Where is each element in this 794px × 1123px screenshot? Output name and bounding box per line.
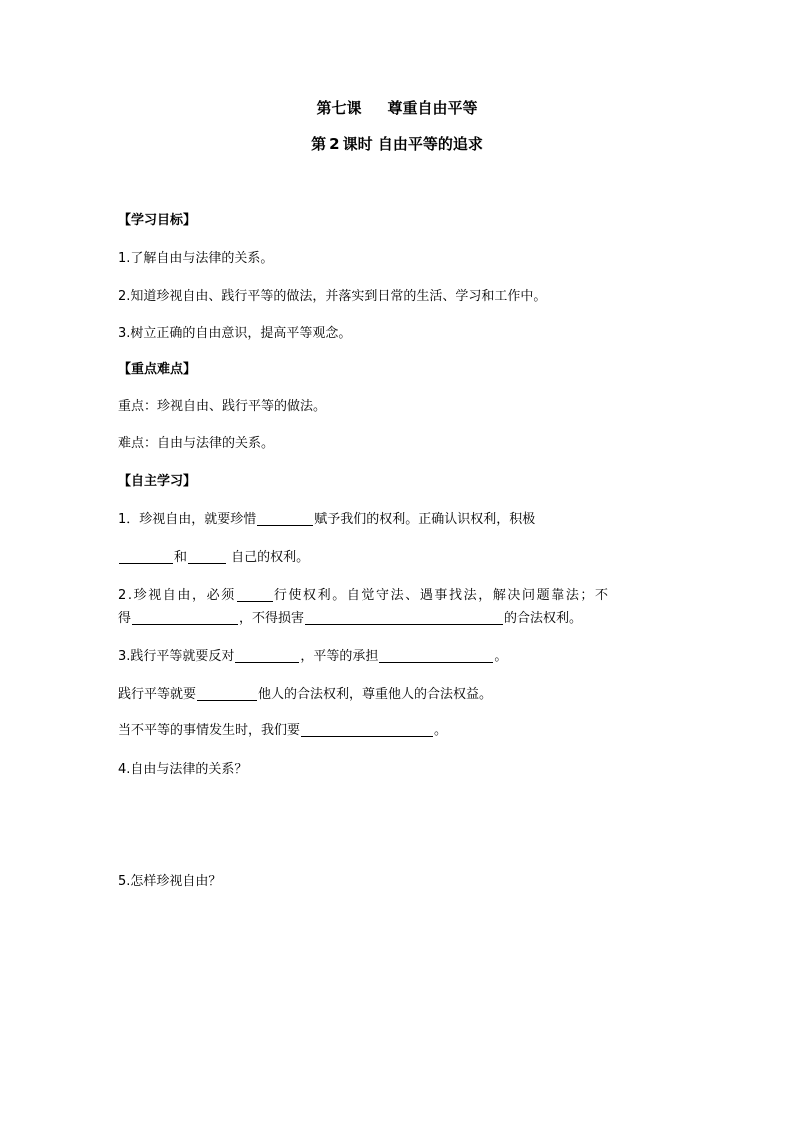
question-2-line-2: 得 ，不得损害 的合法权利。 [118, 611, 583, 626]
fill-blank[interactable] [305, 610, 503, 625]
fill-blank[interactable] [197, 686, 257, 701]
goal-item: 1.了解自由与法律的关系。 [118, 251, 274, 266]
lesson-title [0, 98, 794, 118]
question-2-line-1: 2.珍视自由，必须 行使权利。自觉守法、遇事找法，解决问题靠法；不 [118, 588, 610, 603]
difficult-point: 难点：自由与法律的关系。 [118, 436, 275, 451]
question-1-line-1: 1．珍视自由，就要珍惜 赋予我们的权利。正确认识权利，积极 [118, 512, 536, 527]
fill-blank[interactable] [257, 511, 313, 526]
question-3-line-3: 当不平等的事情发生时，我们要 。 [118, 723, 448, 738]
question-5: 5.怎样珍视自由？ [118, 874, 222, 889]
key-point: 重点：珍视自由、践行平等的做法。 [118, 399, 327, 414]
section-heading-self-study: 【自主学习】 [118, 474, 197, 489]
goal-item: 2.知道珍视自由、践行平等的做法，并落实到日常的生活、学习和工作中。 [118, 289, 547, 304]
section-heading-key-points: 【重点难点】 [118, 362, 197, 377]
fill-blank[interactable] [237, 587, 273, 602]
lesson-number: 第七课 [316, 99, 362, 117]
fill-blank[interactable] [132, 610, 238, 625]
fill-blank[interactable] [379, 648, 493, 663]
goal-item: 3.树立正确的自由意识，提高平等观念。 [118, 326, 352, 341]
section-heading-goals: 【学习目标】 [118, 213, 197, 228]
question-1-line-2: 和 自己的权利。 [118, 549, 309, 567]
question-4: 4.自由与法律的关系？ [118, 762, 248, 777]
fill-blank[interactable] [235, 648, 299, 663]
question-3-line-2: 践行平等就要 他人的合法权利，尊重他人的合法权益。 [118, 687, 493, 702]
fill-blank[interactable] [188, 549, 226, 564]
lesson-topic: 尊重自由平等 [387, 99, 478, 117]
fill-blank[interactable] [119, 549, 173, 564]
question-3-line-1: 3.践行平等就要反对 ，平等的承担 。 [118, 649, 508, 664]
fill-blank[interactable] [301, 722, 433, 737]
lesson-subtitle: 第 2 课时 自由平等的追求 [311, 135, 483, 153]
